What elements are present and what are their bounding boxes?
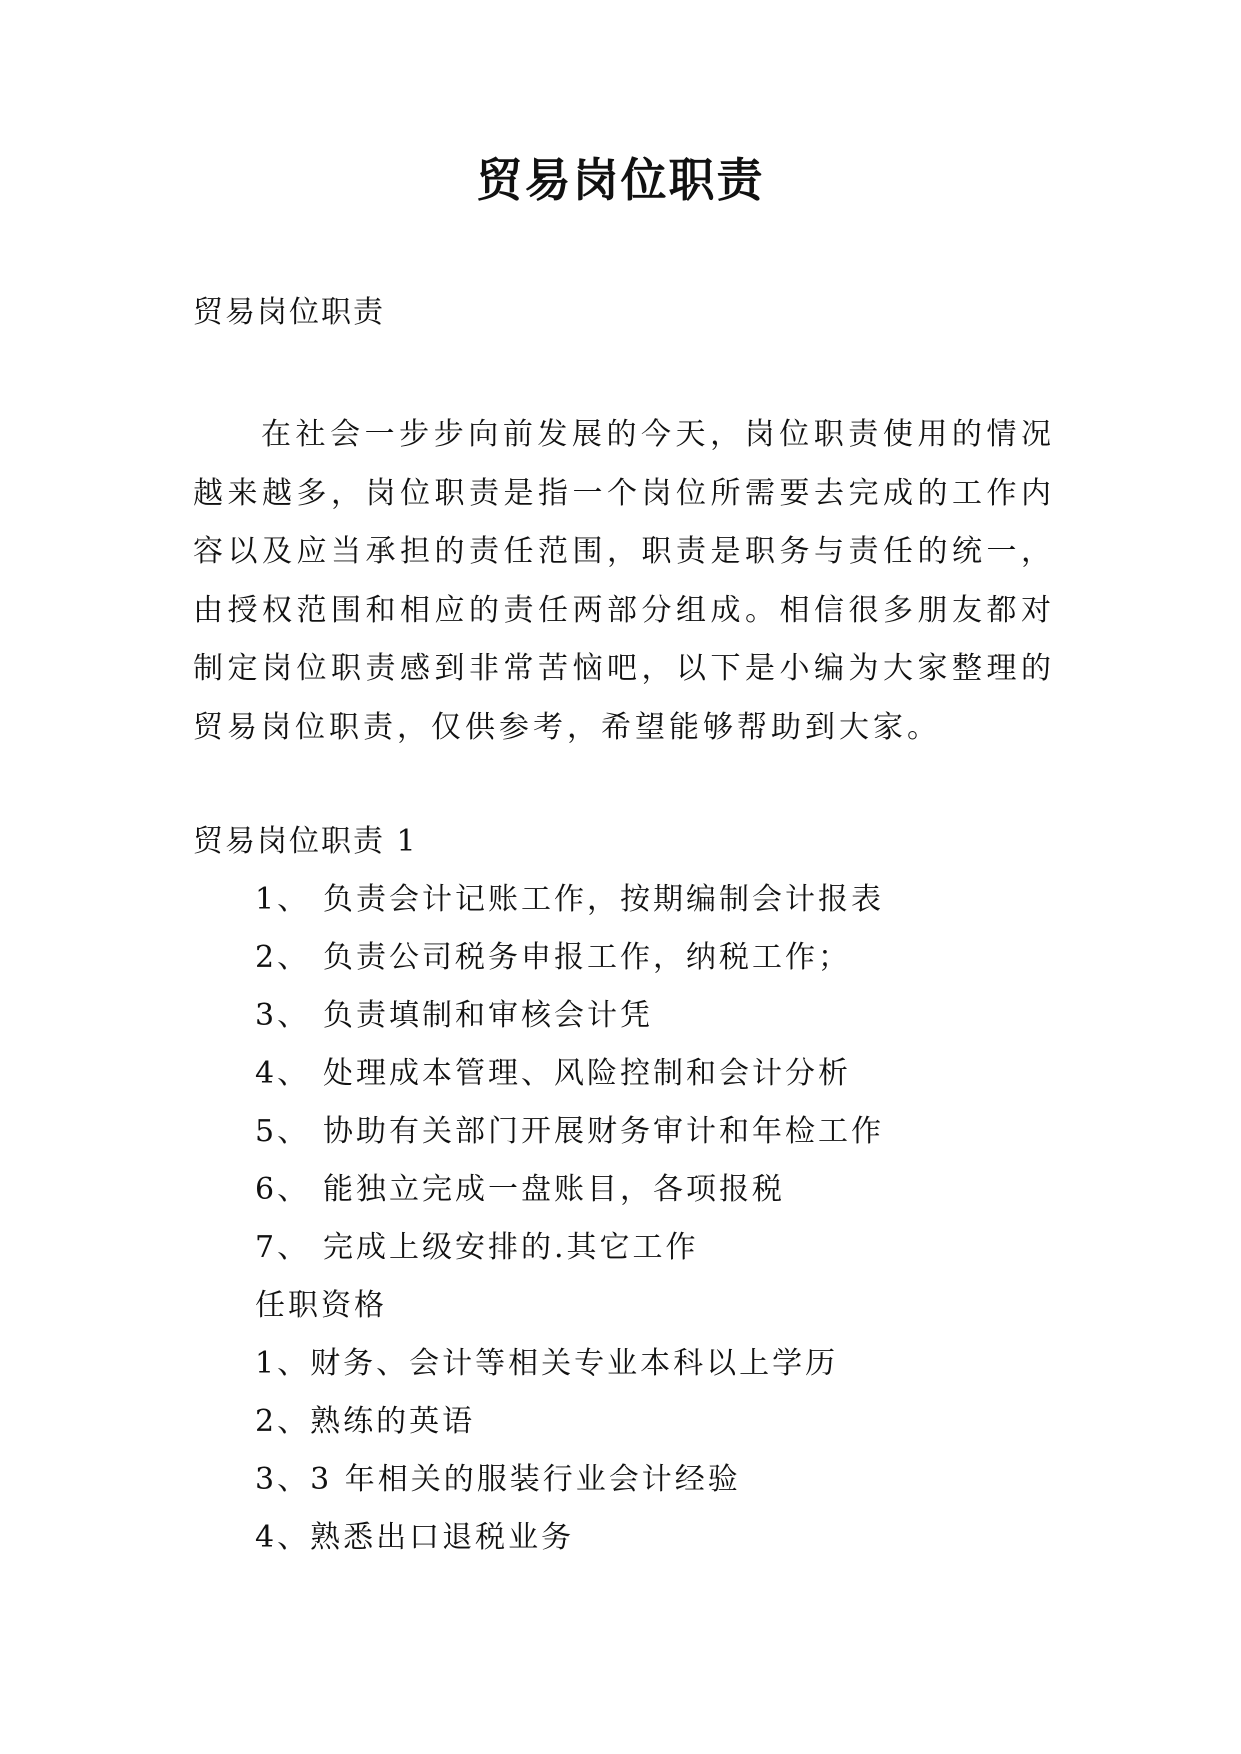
duty-item — [255, 1054, 884, 1112]
qualification-item: 1、财务、会计等相关专业本科以上学历 — [255, 1346, 839, 1381]
duty-item — [255, 1228, 884, 1286]
duty-number: 7、 — [255, 1230, 311, 1265]
duty-text: 负责公司税务申报工作，纳税工作； — [323, 940, 851, 975]
duty-item — [255, 1112, 884, 1170]
duties-and-qualifications-list — [255, 880, 884, 1576]
duty-number: 4、 — [255, 1056, 311, 1091]
duty-number: 5、 — [255, 1114, 311, 1149]
duty-text: 完成上级安排的.其它工作 — [323, 1230, 699, 1265]
document-title: 贸易岗位职责 — [476, 153, 765, 207]
qualification-item: 4、熟悉出口退税业务 — [255, 1520, 575, 1555]
intro-paragraph: 在社会一步步向前发展的今天，岗位职责使用的情况越来越多，岗位职责是指一个岗位所需要去完成的工作内容以及应当承担的责任范围，职责是职务与责任的统一，由授权范围和相应的责任两部分组成。相信很多朋友都对制定岗位职责感到非常苦恼吧，以下是小编为大家整理的贸易岗位职责，仅供参考，希望能够帮助到大家。 — [193, 417, 1055, 745]
duty-item — [255, 1170, 884, 1228]
duty-number: 1、 — [255, 882, 311, 917]
duty-text: 处理成本管理、风险控制和会计分析 — [323, 1056, 851, 1091]
duty-number: 2、 — [255, 940, 311, 975]
qualifications-heading: 任职资格 — [255, 1288, 387, 1323]
document-subtitle: 贸易岗位职责 — [193, 295, 385, 330]
qualification-item: 2、熟练的英语 — [255, 1404, 476, 1439]
duty-text: 能独立完成一盘账目，各项报税 — [323, 1172, 785, 1207]
duty-item — [255, 880, 884, 938]
duty-item — [255, 996, 884, 1054]
duty-number: 3、 — [255, 998, 311, 1033]
duty-text: 负责会计记账工作，按期编制会计报表 — [323, 882, 884, 917]
duty-item — [255, 938, 884, 996]
duty-number: 6、 — [255, 1172, 311, 1207]
duty-text: 负责填制和审核会计凭 — [323, 998, 653, 1033]
qualification-item: 3、3 年相关的服装行业会计经验 — [255, 1462, 741, 1497]
duty-text: 协助有关部门开展财务审计和年检工作 — [323, 1114, 884, 1149]
section-heading: 贸易岗位职责 1 — [193, 824, 418, 859]
